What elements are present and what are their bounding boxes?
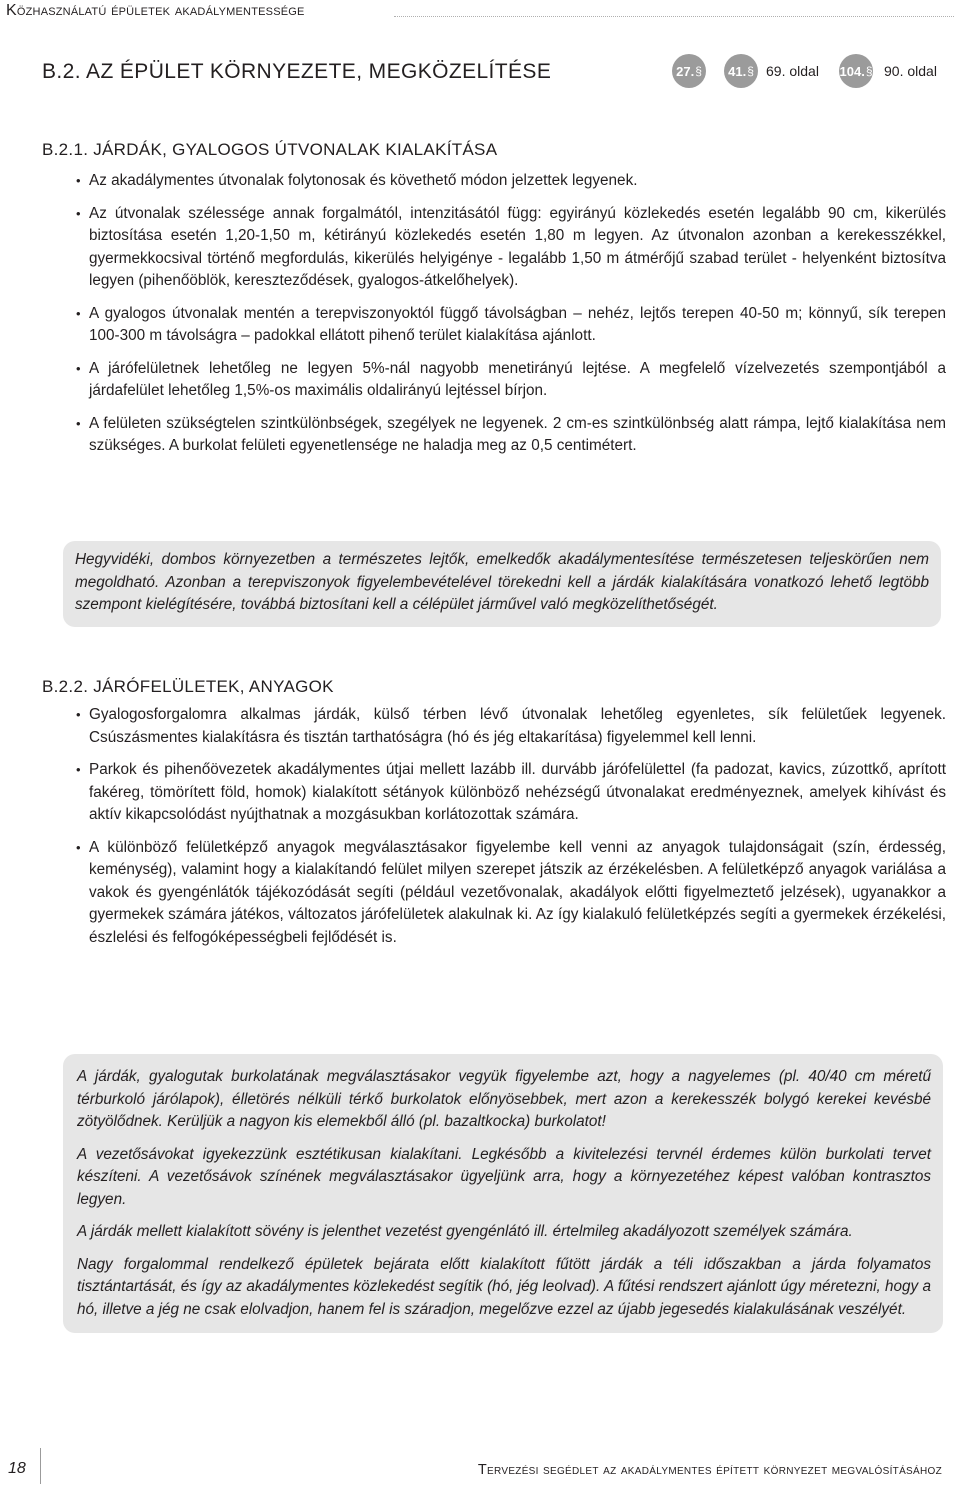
note-paragraph: Nagy forgalommal rendelkező épületek bejárata előtt kialakított fűtött járdák a téli időszakban a járda folyamatos tisztántartását, és így az akadálymentes közlekedést segítik (hó, jég leolvad). A fűtési rendszert ajánlott úgy méretezni, hogy a hó, illetve a jég ne csak elolvadjon, hanem fel is száradjon, megelőzve ezzel az újabb jegesedés kialakulásának veszélyét.	[77, 1255, 931, 1318]
section-sign-icon: §	[695, 64, 702, 78]
ref-badge-number: 41.	[728, 63, 747, 79]
legal-references	[672, 54, 954, 88]
list-item: • Parkok és pihenőövezetek akadálymentes útjai mellett lazább ill. durvább járófelülettel (fa padozat, kavics, zúzottkő, aprított fakéreg, tömörített föld, homok) kialakított sétányok különböző nehézségű útvonalakat eredményeznek, amelyek kihívást és aktív kikapcsolódást nyújthatnak a mozgásukban korlátozottak számára.	[76, 759, 946, 827]
header-dotted-rule	[394, 16, 954, 17]
note-box	[63, 1054, 943, 1333]
footer-divider	[40, 1448, 41, 1484]
list-item: • Az útvonalak szélessége annak forgalmától, intenzitásától függ: egyirányú közlekedés esetén legalább 90 cm, kikerülés biztosítása esetén 1,20-1,50 m, kétirányú közlekedés esetén 1,80 m legyen. Az útvonalon azonban a kerekesszékkel, gyermekkocsival történő megfordulás, kikerülés helyigénye - legalább 1,50 m átmérőjű szabad terület - helyenként biztosítva legyen (pihenőöblök, kereszteződések, gyalogos-átkelőhelyek).	[76, 203, 946, 293]
bullet-list	[76, 170, 946, 468]
running-title: Közhasználatú épületek akadálymentessége	[6, 2, 305, 19]
paragraph-ref-badge	[672, 54, 706, 88]
page-footer	[0, 1440, 960, 1490]
note-paragraph: A járdák mellett kialakított sövény is jelenthet vezetést gyengénlátó ill. értelmileg akadályozott személyek számára.	[77, 1223, 853, 1240]
note-paragraph: Hegyvidéki, dombos környezetben a természetes lejtők, emelkedők akadálymentesítése természetesen teljeskörűen nem megoldható. Azonban a terepviszonyok figyelembevételével törekedni kell a járdák kialakítására vonatkozó lehető legtöbb szempont kielégítésére, továbbá biztosítani kell a célépület járművel való megközelíthetőségét.	[75, 551, 929, 613]
list-item: • Gyalogosforgalomra alkalmas járdák, külső térben lévő útvonalak lehetőleg egyenletes, sík felületűek legyenek. Csúszásmentes kialakításra és tisztán tarthatóságra (hó és jég eltakarítása) figyelemmel kell lenni.	[76, 704, 946, 749]
ref-badge-number: 27.	[676, 63, 695, 79]
note-box	[63, 541, 941, 627]
page-number: 18	[8, 1460, 26, 1477]
list-item: • A különböző felületképző anyagok megválasztásakor figyelembe kell venni az anyagok tulajdonságait (szín, érdesség, keménység), valamint hogy a kialakítandó felület milyen szerepet játszik az érzékelésben. A felületképző anyagok variálása a vakok és gyengénlátók tájékozódását segíti (például vezetővonalak, akadályok előtti figyelmeztető jelzések), ugyanakkor a gyermekek számára játékos, változatos járófelületek alakulnak ki. Az így kialakuló felületképzés segíti a gyermekek érzékelési, észlelési és felfogóképességbeli fejlődését is.	[76, 837, 946, 950]
note-paragraph: A vezetősávokat igyekezzünk esztétikusan kialakítani. Legkésőbb a kivitelezési tervnél érdemes külön burkolati tervet készíteni. A vezetősávok színének megválasztásakor ügyeljünk arra, hogy a környezetéhez képest valóban kontrasztos legyen.	[77, 1145, 931, 1208]
bullet-list	[76, 704, 946, 959]
subsection-heading: B.2.1. JÁRDÁK, GYALOGOS ÚTVONALAK KIALAKÍTÁSA	[42, 140, 498, 159]
list-item: • A felületen szükségtelen szintkülönbségek, szegélyek ne legyenek. 2 cm-es szintkülönbség alatt rámpa, lejtő kialakítása nem szükséges. A burkolat felületi egyenetlensége ne haladja meg az 0,5 centimétert.	[76, 413, 946, 458]
section-sign-icon: §	[747, 64, 754, 78]
list-item: • A gyalogos útvonalak mentén a terepviszonyoktól függő távolságban – nehéz, lejtős terepen 40-50 m; könnyű, sík terepen 100-300 m távolságra – padokkal ellátott pihenő terület kialakítása ajánlott.	[76, 303, 946, 348]
document-title: Tervezési segédlet az akadálymentes épített környezet megvalósításához	[477, 1462, 942, 1478]
list-item: • A járófelületnek lehetőleg ne legyen 5%-nál nagyobb menetirányú lejtése. A megfelelő vízelvezetés szempontjából a járdafelület lehetőleg 1,5%-os maximális oldalirányú lejtéssel bírjon.	[76, 358, 946, 403]
page-reference: 90. oldal	[884, 63, 937, 79]
page-reference: 69. oldal	[766, 63, 819, 79]
list-item: • Az akadálymentes útvonalak folytonosak és követhető módon jelzettek legyenek.	[76, 170, 946, 193]
section-heading: B.2. AZ ÉPÜLET KÖRNYEZETE, MEGKÖZELÍTÉSE	[42, 60, 552, 83]
note-paragraph: A járdák, gyalogutak burkolatának megválasztásakor vegyük figyelembe azt, hogy a nagyelemes (pl. 40/40 cm méretű térburkoló járólapok), élletörés nélküli térkő burkolatok előnyösebbek, mert azon a kerekesszék bolygó kerekei kevésbé zötyölődnek. Kerüljük a nagyon kis elemekből álló (pl. bazaltkocka) burkolatot!	[77, 1068, 931, 1130]
ref-badge-number: 104.	[839, 63, 865, 79]
running-header	[6, 0, 954, 22]
paragraph-ref-badge	[724, 54, 758, 88]
paragraph-ref-badge	[839, 54, 873, 88]
section-sign-icon: §	[865, 64, 873, 78]
subsection-heading: B.2.2. JÁRÓFELÜLETEK, ANYAGOK	[42, 677, 334, 696]
